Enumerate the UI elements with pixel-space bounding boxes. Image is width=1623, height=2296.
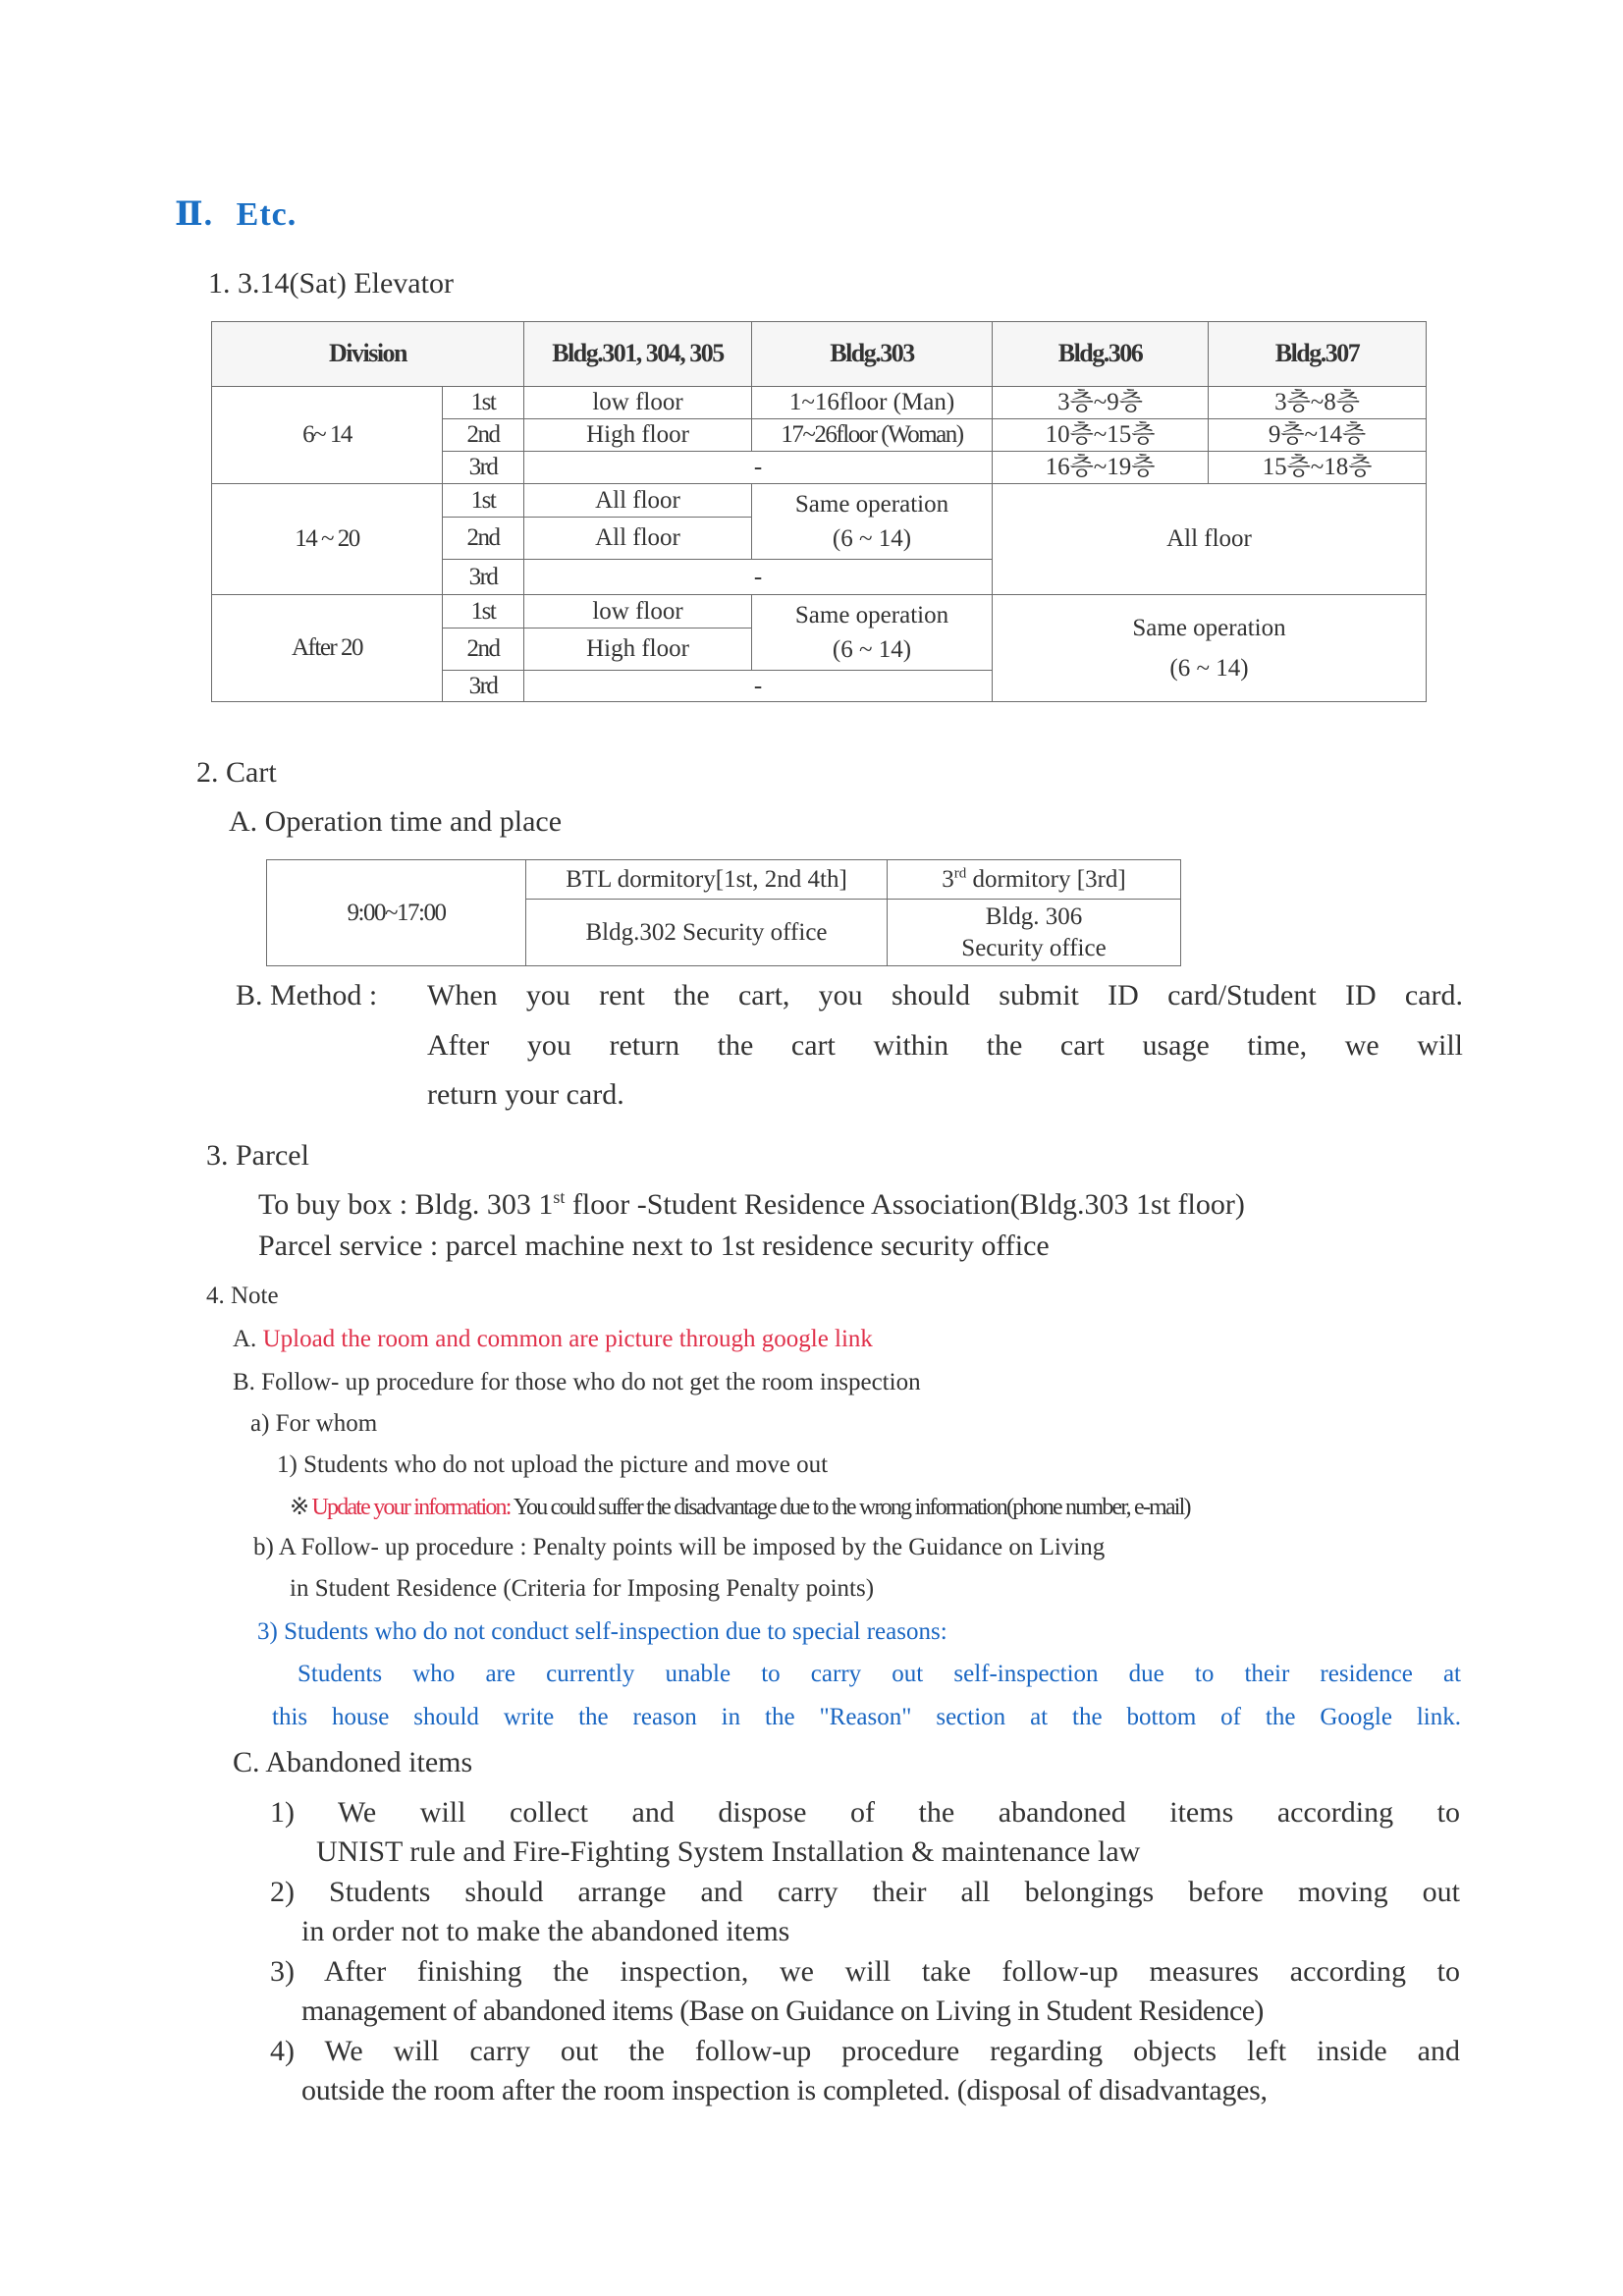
cart-method-line1: When you rent the cart, you should submit ID card/Student ID card. — [427, 979, 1463, 1011]
cell: low floor — [524, 595, 752, 629]
text: To buy box : Bldg. 303 1 — [258, 1188, 554, 1221]
text: 3 — [942, 865, 954, 893]
header-division: Division — [212, 322, 524, 387]
cell: 16층~19층 — [993, 452, 1209, 484]
cell: 17~26floor (Woman) — [752, 419, 993, 452]
note-a-label: A. — [233, 1326, 257, 1352]
text: floor -Student Residence Association(Bldg.303 1st floor) — [565, 1188, 1245, 1221]
cell: - — [524, 452, 993, 484]
superscript: st — [553, 1187, 566, 1207]
cell: low floor — [524, 387, 752, 419]
note-b: B. Follow- up procedure for those who do not get the room inspection — [233, 1369, 921, 1395]
cell-line: Same operation — [794, 490, 949, 518]
cell: All floor — [524, 518, 752, 560]
cart-method-label: B. Method : — [236, 979, 378, 1011]
merged-cell — [752, 595, 993, 671]
cart-btl-header: BTL dormitory[1st, 2nd 4th] — [526, 860, 888, 900]
cell-line: Same operation — [1132, 614, 1286, 641]
note-b-b-line2: in Student Residence (Criteria for Imposing Penalty points) — [290, 1575, 875, 1602]
cart-table — [266, 859, 1181, 966]
section-title: Etc. — [236, 196, 298, 233]
header-bldg307: Bldg.307 — [1209, 322, 1427, 387]
abandoned-item-2-line1: 2) Students should arrange and carry their all belongings before moving out — [270, 1876, 1460, 1908]
table-row — [212, 484, 1427, 518]
cell-line: Bldg. 306 — [985, 903, 1083, 930]
table-row — [212, 595, 1427, 629]
cart-method-line3: return your card. — [427, 1078, 624, 1111]
cell: 3층~8층 — [1209, 387, 1427, 419]
reference-mark-icon: ※ — [290, 1495, 308, 1520]
header-bldg301: Bldg.301, 304, 305 — [524, 322, 752, 387]
time-cell: After 20 — [212, 595, 443, 702]
note-b-3-line2: this house should write the reason in the "Reason" section at the bottom of the Google link. — [272, 1704, 1461, 1730]
cell-line: Same operation — [794, 601, 949, 629]
section-numeral: Ⅱ. — [175, 196, 214, 233]
parcel-title: 3. Parcel — [206, 1139, 309, 1172]
note-b-b-line1: b) A Follow- up procedure : Penalty points will be imposed by the Guidance on Living — [253, 1534, 1106, 1560]
cell: - — [524, 671, 993, 702]
time-cell: 14 ~ 20 — [212, 484, 443, 595]
order-cell: 1st — [443, 387, 524, 419]
cell-line: (6 ~ 14) — [1169, 655, 1249, 682]
cell: 15층~18층 — [1209, 452, 1427, 484]
header-bldg303: Bldg.303 — [752, 322, 993, 387]
cart-3rd-place — [888, 900, 1181, 966]
note-c-title: C. Abandoned items — [233, 1746, 473, 1778]
cart-btl-place: Bldg.302 Security office — [526, 900, 888, 966]
cart-time-cell: 9:00~17:00 — [267, 860, 526, 966]
abandoned-item-3-line1: 3) After finishing the inspection, we will take follow-up measures according to — [270, 1955, 1460, 1988]
table-row — [212, 387, 1427, 419]
note-title: 4. Note — [206, 1283, 279, 1309]
cell: - — [524, 560, 993, 595]
cart-method-line2: After you return the cart within the cart usage time, we will — [427, 1029, 1463, 1062]
header-bldg306: Bldg.306 — [993, 322, 1209, 387]
note-a — [233, 1326, 873, 1353]
note-b-a: a) For whom — [250, 1410, 378, 1437]
merged-cell — [752, 484, 993, 560]
cell: 10층~15층 — [993, 419, 1209, 452]
cell: 3층~9층 — [993, 387, 1209, 419]
order-cell: 2nd — [443, 419, 524, 452]
abandoned-item-3-line2: management of abandoned items (Base on Guidance on Living in Student Residence) — [301, 1995, 1264, 2027]
text: dormitory [3rd] — [966, 865, 1126, 893]
elevator-title: 1. 3.14(Sat) Elevator — [208, 267, 454, 300]
order-cell: 1st — [443, 484, 524, 518]
superscript: rd — [953, 865, 967, 882]
warning-text: You could suffer the disadvantage due to the wrong information(phone number, e-mail) — [513, 1495, 1190, 1520]
warning-red-text: Update your information: — [311, 1495, 511, 1520]
cart-3rd-header — [888, 860, 1181, 900]
time-cell: 6~ 14 — [212, 387, 443, 484]
abandoned-item-1-line2: UNIST rule and Fire-Fighting System Installation & maintenance law — [316, 1835, 1141, 1868]
cell-line: Security office — [961, 934, 1107, 961]
cell: 9층~14층 — [1209, 419, 1427, 452]
order-cell: 1st — [443, 595, 524, 629]
order-cell: 3rd — [443, 560, 524, 595]
abandoned-item-4-line1: 4) We will carry out the follow-up procedure regarding objects left inside and — [270, 2035, 1460, 2067]
abandoned-item-1-line1: 1) We will collect and dispose of the abandoned items according to — [270, 1796, 1460, 1829]
note-b-3-title: 3) Students who do not conduct self-inspection due to special reasons: — [257, 1618, 947, 1645]
table-row — [267, 860, 1181, 900]
order-cell: 2nd — [443, 518, 524, 560]
cart-title: 2. Cart — [196, 756, 277, 789]
note-b-a-1: 1) Students who do not upload the picture and move out — [277, 1451, 829, 1478]
abandoned-item-4-line2: outside the room after the room inspection is completed. (disposal of disadvantages, — [301, 2074, 1268, 2106]
merged-cell: All floor — [993, 484, 1427, 595]
note-b-3-line1: Students who are currently unable to carry out self-inspection due to their residence at — [298, 1661, 1461, 1687]
section-heading — [175, 194, 297, 234]
parcel-buy-box — [258, 1188, 1245, 1222]
order-cell: 2nd — [443, 629, 524, 671]
cell: High floor — [524, 419, 752, 452]
table-header-row — [212, 322, 1427, 387]
warning-line — [290, 1493, 1190, 1521]
cell: All floor — [524, 484, 752, 518]
cell-line: (6 ~ 14) — [832, 636, 912, 663]
cell-line: (6 ~ 14) — [832, 525, 912, 552]
order-cell: 3rd — [443, 452, 524, 484]
elevator-table — [211, 321, 1427, 702]
note-a-text: Upload the room and common are picture through google link — [262, 1326, 873, 1352]
parcel-service: Parcel service : parcel machine next to 1st residence security office — [258, 1230, 1050, 1262]
cell: High floor — [524, 629, 752, 671]
order-cell: 3rd — [443, 671, 524, 702]
cell: 1~16floor (Man) — [752, 387, 993, 419]
abandoned-item-2-line2: in order not to make the abandoned items — [301, 1915, 790, 1947]
cart-operation-title: A. Operation time and place — [229, 805, 563, 838]
merged-cell — [993, 595, 1427, 702]
